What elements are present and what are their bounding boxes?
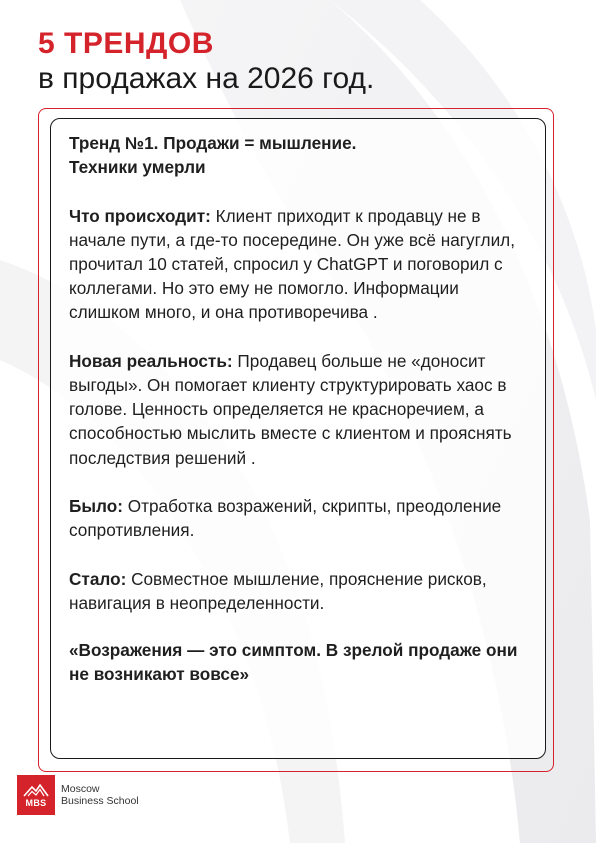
school-name-line1: Moscow: [61, 782, 100, 795]
trend-heading-line1: Тренд №1. Продажи = мышление.: [69, 133, 357, 153]
section-after: [69, 567, 527, 615]
section-before: [69, 494, 527, 542]
school-name-line2: Business School: [61, 795, 139, 807]
school-name: [61, 783, 139, 808]
page-subtitle: в продажах на 2026 год.: [38, 62, 375, 95]
mbs-logo: [17, 775, 55, 815]
section-text: Отработка возражений, скрипты, преодоление сопротивления.: [69, 496, 502, 541]
page-title: 5 ТРЕНДОВ: [38, 27, 214, 60]
section-label: Что происходит:: [69, 205, 211, 226]
trend-heading: [69, 131, 527, 179]
mbs-mountain-logo-icon: [23, 783, 49, 797]
section-text: Продавец больше не «доносит выгоды». Он помогает клиенту структурировать хаос в голове. Ценность определяется не красноречием, а способностью мыслить вместе с клиентом и прояснять последствия решений .: [69, 350, 512, 468]
logo-letters: MBS: [25, 797, 47, 808]
footer-branding: [17, 774, 139, 816]
section-label: Новая реальность:: [69, 350, 233, 371]
trend-heading-line2: Техники умерли: [69, 157, 206, 178]
trend-card: [50, 118, 546, 759]
section-text: Совместное мышление, прояснение рисков, навигация в неопределенности.: [69, 568, 487, 613]
closing-quote: «Возражения — это симптом. В зрелой продаже они не возникают вовсе»: [69, 640, 518, 685]
section-text: Клиент приходит к продавцу не в начале пути, а где-то посередине. Он уже всё нагуглил, прочитал 10 статей, спросил у ChatGPT и поговорил с коллегами. Но это ему не помогло. Информации слишком много, и она противоречива .: [69, 205, 515, 323]
section-label: Стало:: [69, 568, 127, 589]
section-what-happens: [69, 204, 527, 325]
section-label: Было:: [69, 496, 123, 516]
section-new-reality: [69, 349, 527, 470]
